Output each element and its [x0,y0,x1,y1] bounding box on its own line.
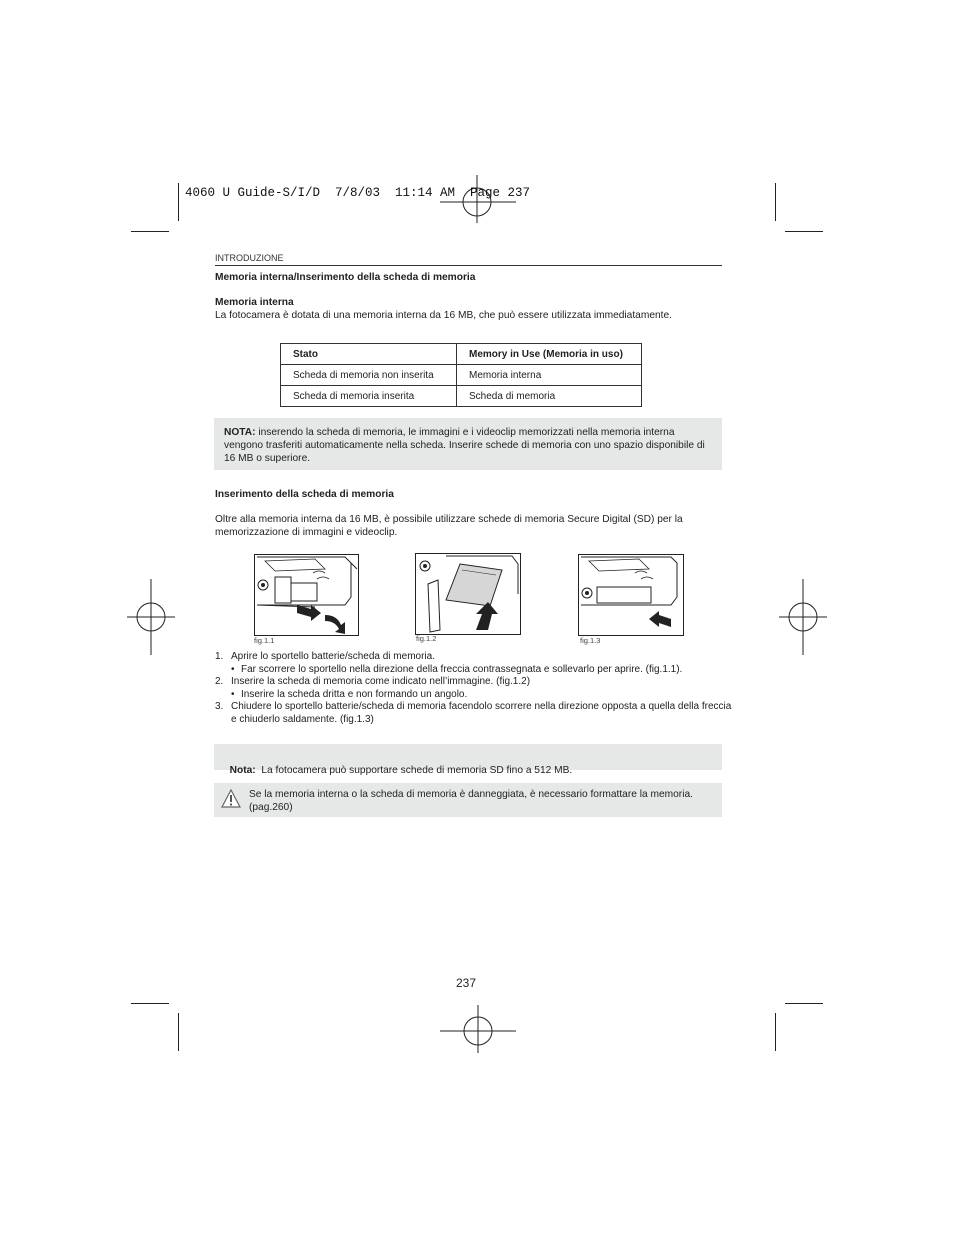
figure-caption: fig.1.1 [254,636,275,645]
table-header: Stato [281,344,457,365]
step-subitem-text: Far scorrere lo sportello nella direzione della freccia contrassegnata e sollevarlo per aprire. (fig.1.1). [241,663,683,675]
warning-triangle-icon [221,789,241,808]
crop-mark [775,1013,776,1051]
table-row [281,386,642,407]
note-body: La fotocamera può supportare schede di memoria SD fino a 512 MB. [255,765,573,776]
insert-card-text: Oltre alla memoria interna da 16 MB, è possibile utilizzare schede di memoria Secure Digital (SD) per la memorizzazione di immagini e videoclip. [215,514,683,538]
note-body: inserendo la scheda di memoria, le immagini e i videoclip memorizzati nella memoria interna vengono trasferiti automaticamente nella scheda. Inserire schede di memoria con uno spazio disponibile di 16 MB o superiore. [224,427,705,464]
figure-1-2 [415,553,521,635]
bullet: • [231,688,235,700]
step-text: Aprire lo sportello batterie/scheda di memoria. [231,651,435,662]
figure-1-1 [254,554,359,636]
card-insert-illustration [416,554,520,634]
bullet: • [231,663,235,675]
page-number: 237 [456,976,477,990]
registration-mark-right [779,579,827,655]
crop-mark [775,183,776,221]
step-subitem-text: Inserire la scheda dritta e non formando un angolo. [241,688,468,700]
figure-caption: fig.1.2 [416,634,437,643]
crop-mark [785,1003,823,1004]
step-subitem [231,664,735,677]
table-cell: Memoria interna [457,365,642,386]
step-subitem [231,689,735,702]
note-text [224,426,714,465]
list-item [215,651,735,676]
note-text [224,751,572,777]
table-cell: Scheda di memoria [457,386,642,407]
section-label: INTRODUZIONE [215,253,284,263]
step-number: 1. [215,651,224,662]
warning-text: Se la memoria interna o la scheda di memoria è danneggiata, è necessario formattare la memoria. (pag.260) [249,789,693,813]
step-number: 3. [215,701,224,713]
page-title: Memoria interna/Inserimento della scheda di memoria [215,272,476,283]
internal-memory-text: La fotocamera è dotata di una memoria interna da 16 MB, che può essere utilizzata immediatamente. [215,310,672,321]
instruction-steps [215,651,735,727]
crop-mark [131,231,169,232]
insert-card-heading: Inserimento della scheda di memoria [215,489,394,500]
table-header: Memory in Use (Memoria in uso) [457,344,642,365]
step-text: Chiudere lo sportello batterie/scheda di memoria facendolo scorrere nella direzione opposta a quella della freccia e chiuderlo saldamente. (fig.1.3) [231,701,732,725]
list-item [215,676,735,701]
crop-mark [131,1003,169,1004]
crop-mark [178,1013,179,1051]
header-rule [215,265,722,266]
crop-mark [785,231,823,232]
table-cell: Scheda di memoria non inserita [281,365,457,386]
note-label: NOTA: [224,427,256,438]
memory-status-table [280,343,642,407]
table-cell: Scheda di memoria inserita [281,386,457,407]
internal-memory-heading: Memoria interna [215,297,294,308]
figure-1-3 [578,554,684,636]
step-text: Inserire la scheda di memoria come indicato nell’immagine. (fig.1.2) [231,676,531,688]
camera-door-close-illustration [579,555,683,635]
list-item [215,701,735,726]
step-number: 2. [215,676,224,688]
registration-mark-bottom [440,1005,516,1053]
camera-door-open-illustration [255,555,358,635]
print-header: 4060 U Guide-S/I/D 7/8/03 11:14 AM Page 237 [185,186,531,200]
note-label: Nota: [229,765,256,776]
figure-caption: fig.1.3 [580,636,601,645]
table-row [281,365,642,386]
crop-mark [178,183,179,221]
registration-mark-left [127,579,175,655]
